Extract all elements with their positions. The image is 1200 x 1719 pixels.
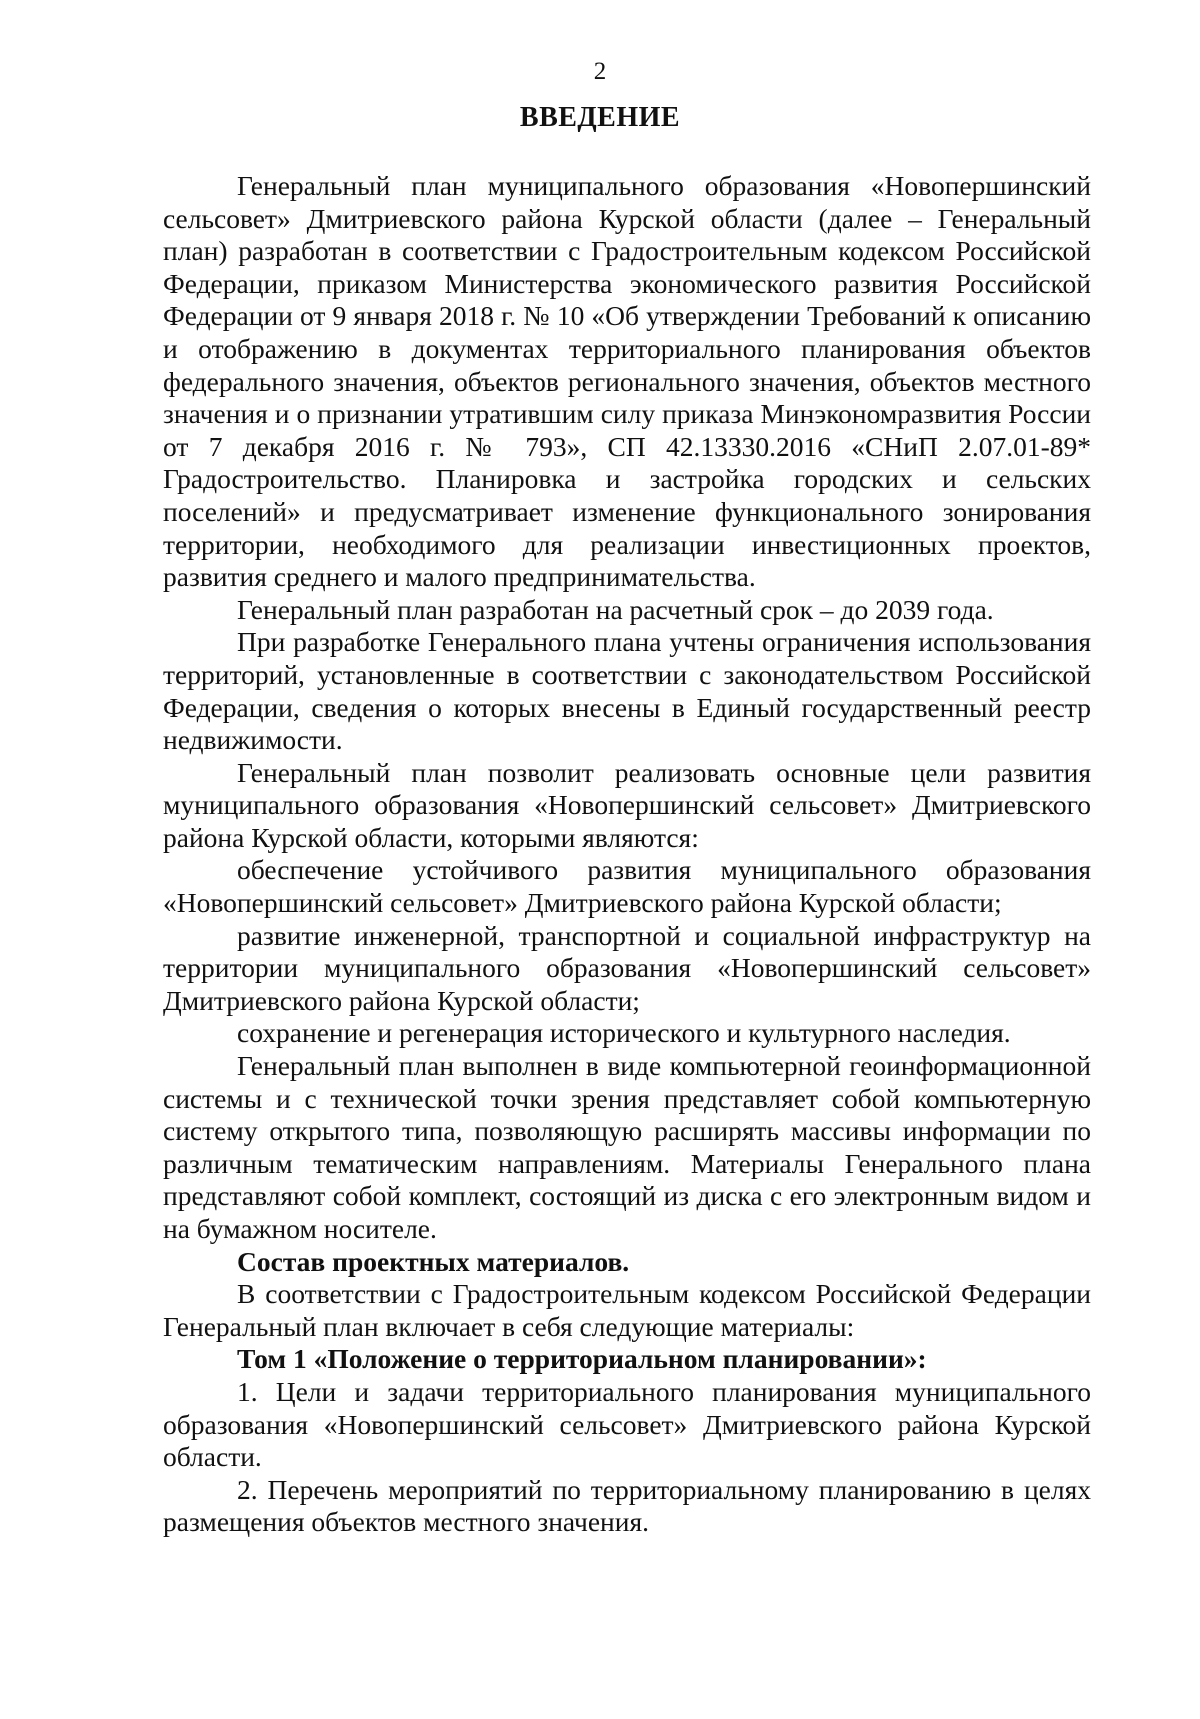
page-title: ВВЕДЕНИЕ xyxy=(519,102,681,133)
goal-item-heritage: сохранение и регенерация исторического и культурного наследия. xyxy=(237,1017,1011,1049)
paragraph-term: Генеральный план разработан на расчетный срок – до 2039 года. xyxy=(237,593,994,625)
goal-item-sustainable-development: обеспечение устойчивого развития муниципального образования «Новопершинский сельсовет» Дмитриевского района Курской области; xyxy=(163,854,1091,919)
paragraph-intro: Генеральный план муниципального образования «Новопершинский сельсовет» Дмитриевского района Курской области (далее – Генеральный план) разработан в соответствии с Градостроительным кодексом Российской Федерации, приказом Министерства экономического развития Российской Федерации от 9 января 2018 г. № 10 «Об утверждении Требований к описанию и отображению в документах территориального планирования объектов федерального значения, объектов регионального значения, объектов местного значения и о признании утратившим силу приказа Минэкономразвития России от 7 декабря 2016 г. № 793», СП 42.13330.2016 «СНиП 2.07.01-89* Градостроительство. Планировка и застройка городских и сельских поселений» и предусматривает изменение функционального зонирования территории, необходимого для реализации инвестиционных проектов, развития среднего и малого предпринимательства. xyxy=(163,170,1091,593)
volume-item-1: 1. Цели и задачи территориального планирования муниципального образования «Новопершинский сельсовет» Дмитриевского района Курской области. xyxy=(163,1375,1091,1473)
volume-item-2: 2. Перечень мероприятий по территориальному планированию в целях размещения объектов местного значения. xyxy=(163,1473,1091,1538)
volume-heading: Том 1 «Положение о территориальном планировании»: xyxy=(237,1343,927,1375)
paragraph-materials-intro: В соответствии с Градостроительным кодексом Российской Федерации Генеральный план включает в себя следующие материалы: xyxy=(163,1278,1091,1342)
section-heading-materials: Состав проектных материалов. xyxy=(237,1245,630,1277)
paragraph-restrictions: При разработке Генерального плана учтены ограничения использования территорий, установленные в соответствии с законодательством Российской Федерации, сведения о которых внесены в Единый государственный реестр недвижимости. xyxy=(163,626,1091,756)
paragraph-gis: Генеральный план выполнен в виде компьютерной геоинформационной системы и с технической точки зрения представляет собой компьютерную систему открытого типа, позволяющую расширять массивы информации по различным тематическим направлениям. Материалы Генерального плана представляют собой комплект, состоящий из диска с его электронным видом и на бумажном носителе. xyxy=(163,1050,1091,1244)
page-number: 2 xyxy=(593,58,607,85)
goal-item-infrastructure: развитие инженерной, транспортной и социальной инфраструктур на территории муниципального образования «Новопершинский сельсовет» Дмитриевского района Курской области; xyxy=(163,919,1091,1016)
paragraph-goals: Генеральный план позволит реализовать основные цели развития муниципального образования «Новопершинский сельсовет» Дмитриевского района Курской области, которыми являются: xyxy=(163,756,1091,853)
document-body xyxy=(163,170,1091,1539)
